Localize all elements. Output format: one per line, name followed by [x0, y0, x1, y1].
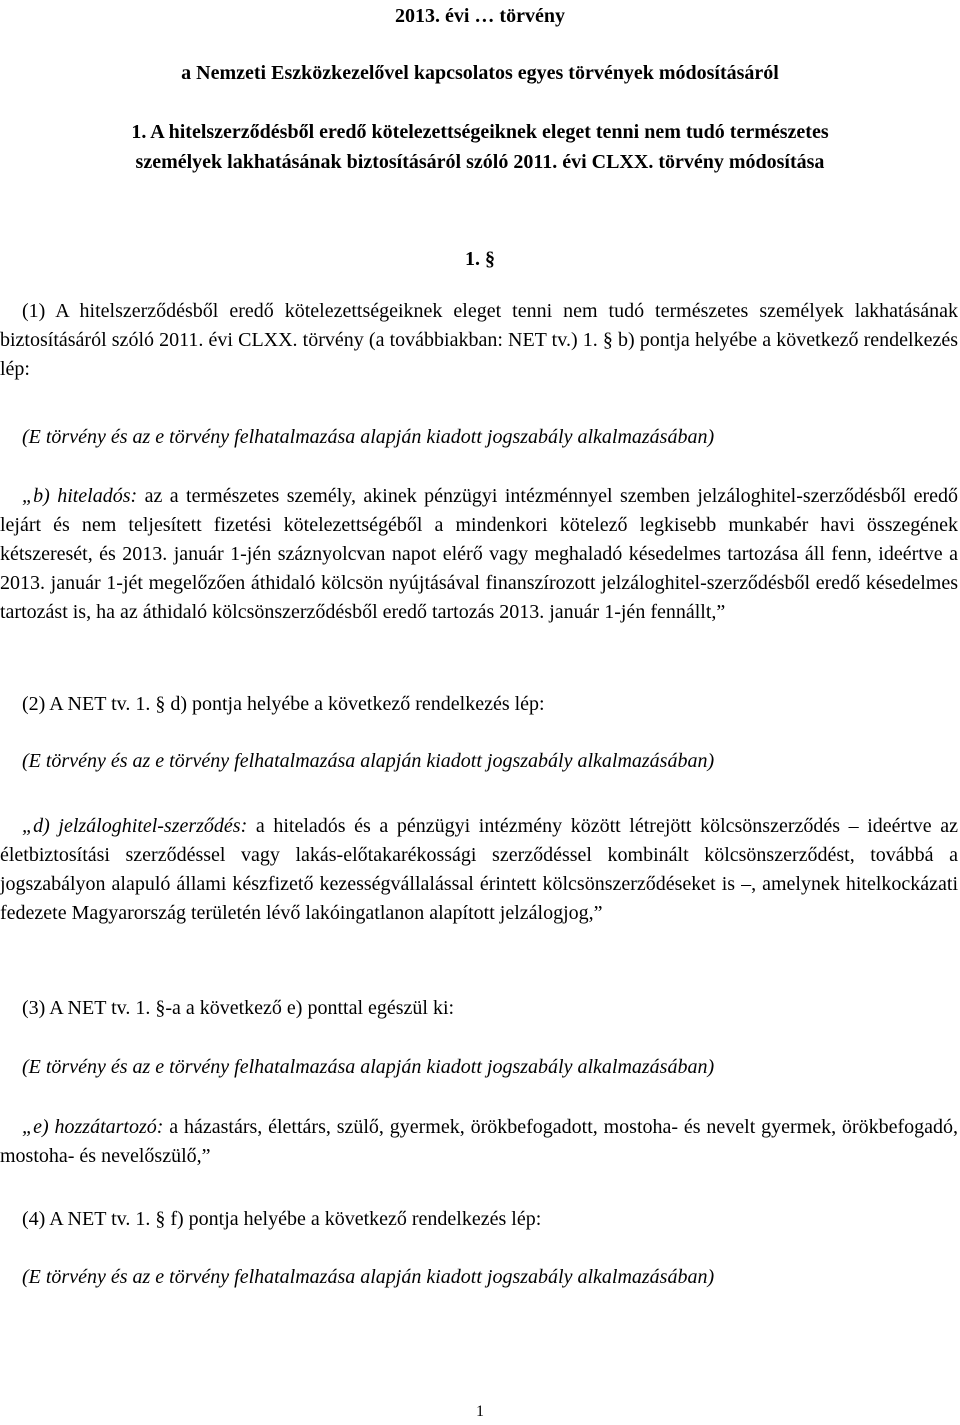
scope-reference-3: (E törvény és az e törvény felhatalmazása alapján kiadott jogszabály alkalmazásában) [22, 1056, 715, 1078]
section-heading-line2: személyek lakhatásának biztosításáról szóló 2011. évi CLXX. törvény módosítása [135, 151, 825, 173]
subsection-1: (1) A hitelszerződésből eredő kötelezettségeiknek eleget tenni nem tudó természetes személyek lakhatásának biztosításáról szóló 2011. évi CLXX. törvény (a továbbiakban: NET tv.) 1. § b) pontja helyébe a következő rendelkezés lép: [0, 300, 958, 380]
document-title: 2013. évi … törvény [395, 5, 565, 27]
definition-d [0, 812, 958, 928]
scope-reference-1: (E törvény és az e törvény felhatalmazása alapján kiadott jogszabály alkalmazásában) [22, 426, 715, 448]
scope-reference-2: (E törvény és az e törvény felhatalmazása alapján kiadott jogszabály alkalmazásában) [22, 750, 715, 772]
scope-reference-4: (E törvény és az e törvény felhatalmazása alapján kiadott jogszabály alkalmazásában) [22, 1266, 715, 1288]
definition-b-term: „b) hiteladós: [22, 485, 138, 507]
definition-d-term: „d) jelzáloghitel-szerződés: [22, 815, 248, 837]
document-subtitle: a Nemzeti Eszközkezelővel kapcsolatos egyes törvények módosításáról [181, 62, 779, 84]
subsection-3: (3) A NET tv. 1. §-a a következő e) ponttal egészül ki: [22, 997, 455, 1019]
paragraph-mark: 1. § [465, 248, 495, 270]
definition-e [0, 1113, 958, 1171]
page-number: 1 [476, 1403, 484, 1420]
section-heading-line1: 1. A hitelszerződésből eredő kötelezettségeiknek eleget tenni nem tudó természetes [131, 121, 829, 143]
definition-e-term: „e) hozzátartozó: [22, 1116, 164, 1138]
definition-b [0, 482, 958, 627]
subsection-2: (2) A NET tv. 1. § d) pontja helyébe a következő rendelkezés lép: [22, 693, 545, 715]
definition-d-text: a hiteladós és a pénzügyi intézmény között létrejött kölcsönszerződés – ideértve az életbiztosítási szerződéssel vagy lakás-előtakarékossági szerződéssel kombinált kölcsönszerződést, továbbá a jogszabályon alapuló állami készfizető kezességvállalással érintett kölcsönszerződéseket is –, amelynek hitelkockázati fedezete Magyarország területén lévő lakóingatlanon alapított jelzálogjog,” [0, 815, 959, 924]
definition-e-text: a házastárs, élettárs, szülő, gyermek, örökbefogadott, mostoha- és nevelt gyermek, örökbefogadó, mostoha- és nevelőszülő,” [0, 1116, 958, 1167]
subsection-4: (4) A NET tv. 1. § f) pontja helyébe a következő rendelkezés lép: [22, 1208, 542, 1230]
definition-b-text: az a természetes személy, akinek pénzügyi intézménnyel szemben jelzáloghitel-szerződésből eredő lejárt és nem teljesített fizetési kötelezettségéből a mindenkori kötelező legkisebb munkabér havi összegének kétszeresét, és 2013. január 1-jén száznyolcvan napot elérő vagy meghaladó késedelmes tartozása áll fenn, ideértve a 2013. január 1-jét megelőzően áthidaló kölcsön nyújtásával finanszírozott jelzáloghitel-szerződésből eredő késedelmes tartozást is, ha az áthidaló kölcsönszerződésből eredő tartozás 2013. január 1-jén fennállt,” [0, 485, 958, 623]
